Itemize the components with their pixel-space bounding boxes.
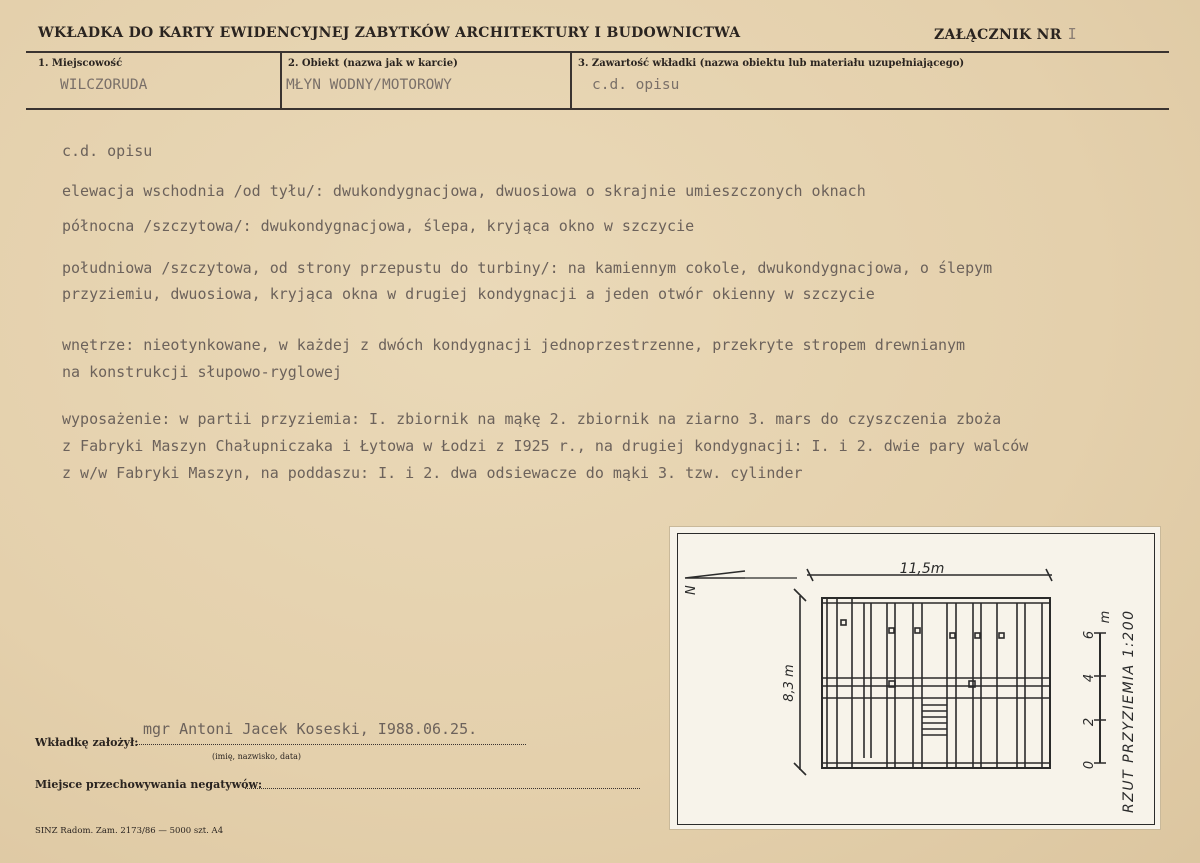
depth-dimension: 8,3 m <box>782 664 797 702</box>
scale-tick-label: 6 <box>1082 630 1097 640</box>
field-2-label: 2. Obiekt (nazwa jak w karcie) <box>288 58 458 69</box>
attachment-label-text: ZAŁĄCZNIK NR <box>934 27 1062 43</box>
body-line: południowa /szczytowa, od strony przepustu do turbiny/: na kamiennym cokole, dwukondygnacjowa, o ślepym <box>62 259 993 277</box>
north-label: N <box>684 585 699 595</box>
body-line: północna /szczytowa/: dwukondygnacjowa, ślepa, kryjąca okno w szczycie <box>62 217 695 235</box>
scale-tick-label: 0 <box>1082 760 1097 770</box>
body-line: wyposażenie: w partii przyziemia: I. zbiornik na mąkę 2. zbiornik na ziarno 3. mars do czyszczenia zboża <box>62 410 1002 428</box>
scale-tick-label: 4 <box>1082 673 1097 683</box>
negatives-dotline <box>245 788 640 789</box>
field-1-value: WILCZORUDA <box>60 77 148 93</box>
field-3-label: 3. Zawartość wkładki (nazwa obiektu lub materiału uzupełniającego) <box>578 58 965 69</box>
field-3-value: c.d. opisu <box>592 77 680 93</box>
body-line: elewacja wschodnia /od tyłu/: dwukondygnacjowa, dwuosiowa o skrajnie umieszczonych oknach <box>62 182 866 200</box>
body-line: c.d. opisu <box>62 142 153 160</box>
field-2-value: MŁYN WODNY/MOTOROWY <box>286 77 452 93</box>
attachment-label <box>934 25 1077 43</box>
field-divider-1 <box>280 51 282 108</box>
author-hint: (imię, nazwisko, data) <box>212 752 302 761</box>
width-dimension: 11,5m <box>899 561 945 577</box>
body-line: na konstrukcji słupowo-ryglowej <box>62 363 342 381</box>
body-line: z Fabryki Maszyn Chałupniczaka i Łytowa w Łodzi z I925 r., na drugiej kondygnacji: I. i 2. dwie pary walców <box>62 437 1029 455</box>
scale-unit: m <box>1098 610 1113 624</box>
field-divider-2 <box>570 51 572 108</box>
body-line: wnętrze: nieotynkowane, w każdej z dwóch kondygnacji jednoprzestrzenne, przekryte stropem drewnianym <box>62 336 966 354</box>
print-info: SINZ Radom. Zam. 2173/86 — 5000 szt. A4 <box>35 826 224 836</box>
body-line: z w/w Fabryki Maszyn, na poddaszu: I. i 2. dwa odsiewacze do mąki 3. tzw. cylinder <box>62 464 803 482</box>
plan-caption: RZUT PRZYZIEMIA 1:200 <box>1121 609 1137 813</box>
body-line: przyziemiu, dwuosiowa, kryjąca okna w drugiej kondygnacji a jeden otwór okienny w szczycie <box>62 285 875 303</box>
floor-plan-drawing <box>677 533 1153 823</box>
author-dotline <box>136 744 526 745</box>
header-rule <box>26 51 1169 53</box>
fields-rule <box>26 108 1169 110</box>
attachment-number: I <box>1067 25 1078 43</box>
author-label: Wkładkę założył: <box>35 736 139 749</box>
field-1-label: 1. Miejscowość <box>38 58 123 69</box>
author-value: mgr Antoni Jacek Koseski, I988.06.25. <box>143 720 478 738</box>
negatives-label: Miejsce przechowywania negatywów: <box>35 778 263 791</box>
scale-tick-label: 2 <box>1082 717 1097 727</box>
form-title: WKŁADKA DO KARTY EWIDENCYJNEJ ZABYTKÓW ARCHITEKTURY I BUDOWNICTWA <box>38 25 741 41</box>
north-arrow-icon <box>685 571 745 578</box>
